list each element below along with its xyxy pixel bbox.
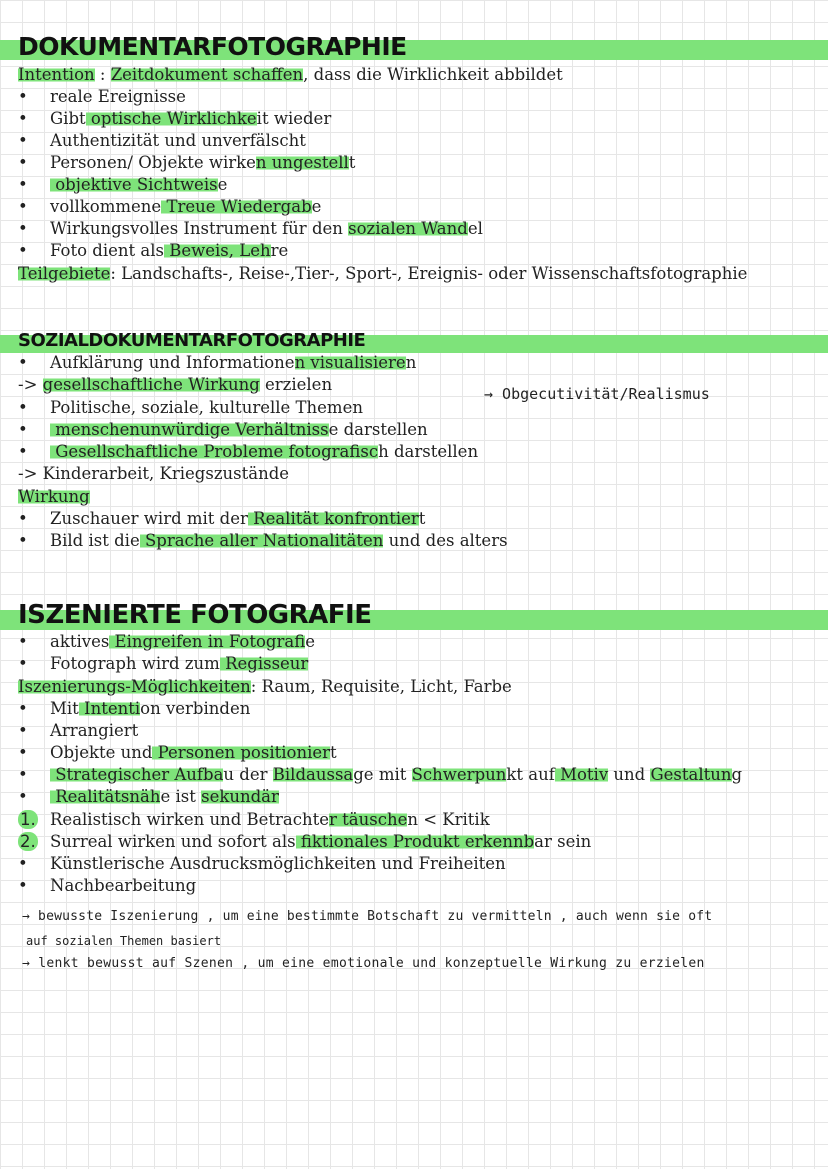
text-part: ie (305, 632, 315, 651)
list-item: • Politische, soziale, kulturelle Themen (18, 398, 363, 417)
list-item-text: Arrangiert (50, 721, 139, 740)
arrow-line (18, 463, 289, 485)
list-item: • aktives Eingreifen in Fotografie (18, 632, 315, 651)
list-item: • Wirkungsvolles Instrument für den sozialen Wandel (18, 219, 483, 238)
teilgebiete-text: : Landschafts-, Reise-,Tier-, Sport-, Ereignis- oder Wissenschaftsfotographie (110, 264, 748, 283)
list-item: • Zuschauer wird mit der Realität konfrontiert (18, 509, 426, 528)
text-part: aktives (50, 632, 110, 651)
highlight: Regisseur (219, 654, 309, 673)
text-part: e darstellen (328, 420, 428, 439)
highlight: objektive Sichtweis (50, 175, 218, 194)
text-part: Foto dient als (50, 241, 164, 260)
text-part: -> (18, 375, 43, 394)
list-item-text: Politische, soziale, kulturelle Themen (50, 398, 363, 417)
list-item-text: reale Ereignisse (50, 87, 186, 106)
list-item: • Bild ist die Sprache aller Nationalitäten und des alters (18, 531, 508, 550)
highlight: sozialen Wand (348, 219, 468, 238)
intention-label: Intention (18, 65, 95, 84)
highlight: sekundär (201, 787, 279, 806)
text-part: Fotograph wird zum (50, 654, 220, 673)
intention-rest: , dass die Wirklichkeit abbildet (303, 65, 563, 84)
text-part: n (405, 353, 417, 372)
list-item: • Authentizität und unverfälscht (18, 131, 306, 150)
intention-line (18, 64, 563, 86)
list-item-text: Künstlerische Ausdrucksmöglichkeiten und Freiheiten (50, 854, 506, 873)
highlight: Schwerpun (411, 765, 507, 784)
list-item: • vollkommene Treue Wiedergabe (18, 197, 322, 216)
highlight: menschenunwürdige Verhältniss (50, 420, 329, 439)
text-part: -> Kinderarbeit, Kriegszustände (18, 464, 290, 483)
list-item: • Fotograph wird zum Regisseur (18, 654, 309, 673)
text-part: e (217, 175, 228, 194)
list-item: • Nachbearbeitung (18, 876, 197, 895)
highlight: Realitätsnäh (50, 787, 161, 806)
text-part: erzielen (259, 375, 333, 394)
text-part: und (608, 765, 651, 784)
intention-sep: : (94, 65, 111, 84)
text-part: und des alters (383, 531, 508, 550)
wirkung-label (18, 486, 90, 508)
number-label: 2. (20, 832, 36, 851)
text-part: on verbinden (140, 699, 251, 718)
text-part: t (418, 509, 426, 528)
text-part: h darstellen (378, 442, 479, 461)
highlight: n ungestell (255, 153, 349, 172)
list-item: • Personen/ Objekte wirken ungestellt (18, 153, 356, 172)
highlight: Wirkung (18, 487, 90, 506)
list-item-text: Nachbearbeitung (50, 876, 197, 895)
highlight: Sprache aller Nationalitäten (139, 531, 384, 550)
text-part: Bild ist die (50, 531, 140, 550)
list-item: • reale Ereignisse (18, 87, 186, 106)
text-part: Aufklärung und Informatione (50, 353, 295, 372)
text-part: el (467, 219, 483, 238)
highlight: Gesellschaftliche Probleme fotografisc (50, 442, 379, 461)
list-item: • Strategischer Aufbau der Bildaussage mit Schwerpunkt auf Motiv und Gestaltung (18, 765, 743, 784)
list-item-text: Authentizität und unverfälscht (50, 131, 306, 150)
handwritten-note: → bewusste Iszenierung , um eine bestimmte Botschaft zu vermitteln , auch wenn sie oft (22, 909, 713, 924)
text-part: t (330, 743, 337, 762)
text-part: it wieder (256, 109, 332, 128)
list-item: • Künstlerische Ausdrucksmöglichkeiten und Freiheiten (18, 854, 506, 873)
highlight: Beweis, Leh (163, 241, 271, 260)
section-title-dokumentarfotographie: DOKUMENTARFOTOGRAPHIE (18, 32, 407, 61)
list-item: • Foto dient als Beweis, Lehre (18, 241, 289, 260)
arrow-line (18, 374, 332, 396)
highlight: n visualisiere (294, 353, 406, 372)
list-item: • Realitätsnähe ist sekundär (18, 787, 279, 806)
text-part: Realistisch wirken und Betrachte (50, 810, 330, 829)
section-title-sozialdokumentarfotographie: SOZIALDOKUMENTARFOTOGRAPHIE (18, 330, 366, 351)
text-part: Gibt (50, 109, 86, 128)
section-title-iszenierte-fotografie: ISZENIERTE FOTOGRAFIE (18, 600, 372, 630)
text-part: u der (223, 765, 273, 784)
list-item: • Aufklärung und Informationen visualisieren (18, 353, 417, 372)
text-part: n < Kritik (407, 810, 490, 829)
highlight: Intenti (78, 699, 141, 718)
text-part: e (311, 197, 322, 216)
teilgebiete-line (18, 263, 747, 285)
handwritten-note: → Obgecutivität/Realismus (484, 385, 710, 403)
highlight: gesellschaftliche Wirkung (42, 375, 260, 394)
handwritten-note: auf sozialen Themen basiert (26, 934, 222, 948)
numbered-item (18, 831, 591, 853)
text-part: Objekte und (50, 743, 153, 762)
highlight: optische Wirklichke (85, 109, 257, 128)
list-item: • Gibt optische Wirklichkeit wieder (18, 109, 332, 128)
highlight: Realität konfrontier (247, 509, 419, 528)
highlight: Iszenierungs-Möglichkeiten (18, 677, 251, 696)
text-part: Zuschauer wird mit der (50, 509, 248, 528)
text-part: e ist (160, 787, 202, 806)
list-item: • Gesellschaftliche Probleme fotografisch darstellen (18, 442, 479, 461)
highlight: Strategischer Aufba (50, 765, 224, 784)
highlight: Gestaltun (650, 765, 732, 784)
text-part: kt auf (506, 765, 555, 784)
list-item: • Arrangiert (18, 721, 139, 740)
teilgebiete-label: Teilgebiete (18, 264, 111, 283)
handwritten-note: → lenkt bewusst auf Szenen , um eine emotionale und konzeptuelle Wirkung zu erzielen (22, 956, 705, 971)
list-item: • Objekte und Personen positioniert (18, 743, 337, 762)
text-part: Wirkungsvolles Instrument für den (50, 219, 349, 238)
text-part: t (348, 153, 356, 172)
text-part: ge mit (353, 765, 412, 784)
text-part: : Raum, Requisite, Licht, Farbe (250, 677, 512, 696)
list-item: • menschenunwürdige Verhältnisse darstellen (18, 420, 428, 439)
text-part: Personen/ Objekte wirke (50, 153, 256, 172)
intention-highlight: Zeitdokument schaffen (110, 65, 304, 84)
text-part: g (731, 765, 743, 784)
number-label: 1. (20, 810, 36, 829)
moeglichkeiten-line (18, 676, 512, 698)
highlight: fiktionales Produkt erkennb (295, 832, 535, 851)
text-part: ar sein (534, 832, 592, 851)
highlight: Treue Wiedergab (161, 197, 312, 216)
highlight: Motiv (554, 765, 609, 784)
text-part: re (270, 241, 289, 260)
text-part: vollkommene (50, 197, 162, 216)
highlight: Personen positionier (152, 743, 330, 762)
list-item: • objektive Sichtweise (18, 175, 228, 194)
highlight: Bildaussa (272, 765, 354, 784)
text-part: Surreal wirken und sofort als (50, 832, 296, 851)
highlight: r täusche (329, 810, 408, 829)
text-part: Mit (50, 699, 79, 718)
numbered-item (18, 809, 490, 831)
highlight: Eingreifen in Fotograf (109, 632, 306, 651)
list-item: • Mit Intention verbinden (18, 699, 251, 718)
